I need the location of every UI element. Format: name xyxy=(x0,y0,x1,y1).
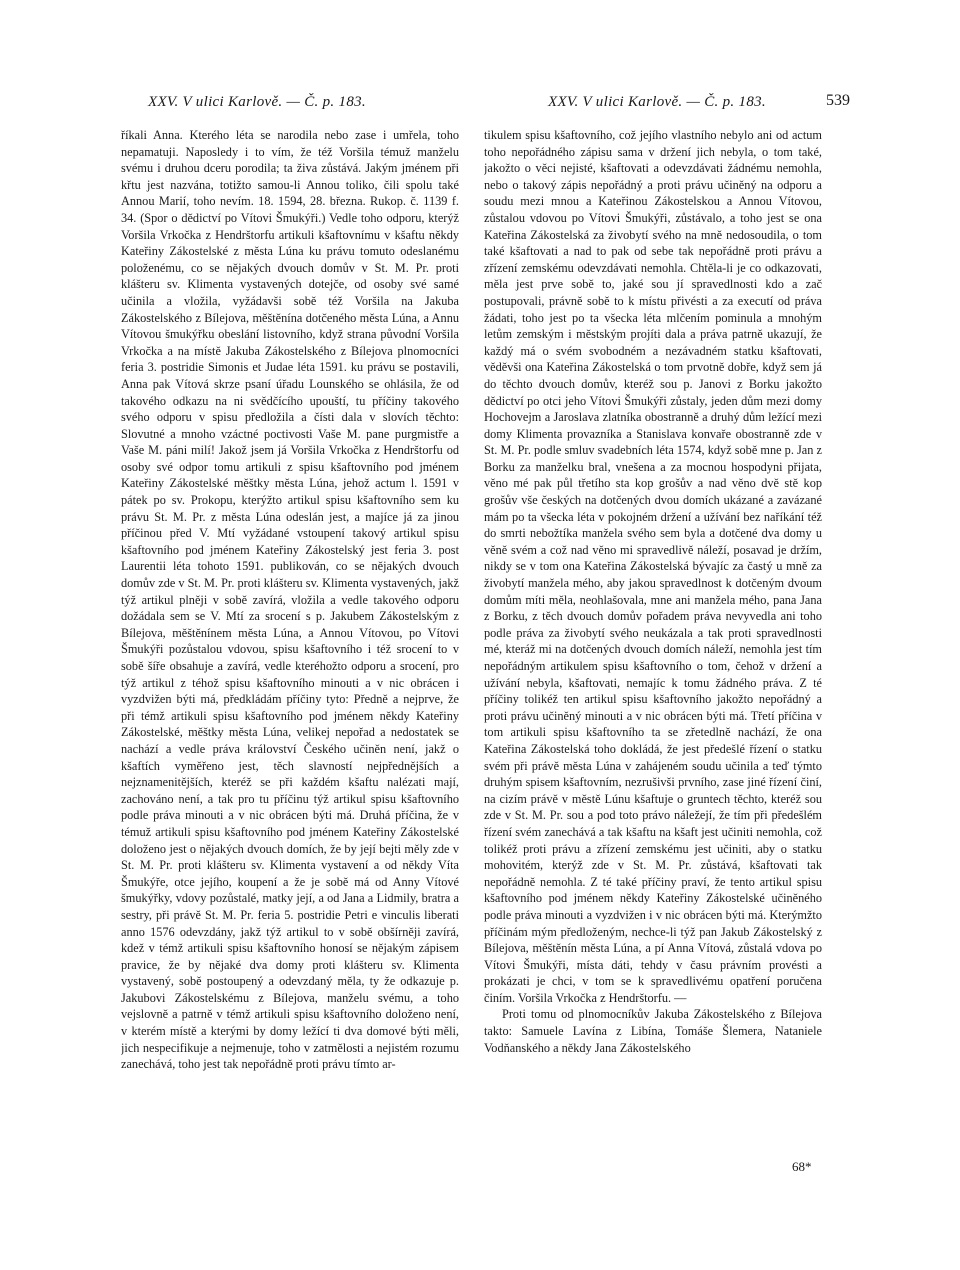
right-paragraph: tikulem spisu kšaftovního, což jejího vlastního nebylo ani od actum toho nepořádného zápisu sama v držení jich nebyla, o tom také, jakožto o věci nejisté, kšaftovati a odevzdávati žádnému nemohla, nebo o takový zápis nepořádný a proti právu učiněný na odporu a soudu mezi mnou a Kateřinou Zákostelskou a Annou Vítovou, zůstalou vdovou po Vítovi Šmukýři, zůstávalo, a toho jest se ona Kateřina Zákostelská za živobytí svého na mně nedosoudila, o tom také kšaftovati a nad to pak od sebe tak nepořádně proti právu a zřízení zemskému odevzdávati nemohla. Chtěla-li je co odkazovati, měla jest prve sobě to, jaké sou jí spravedlnosti kdo a zač postupovali, právně sobě to k místu přivésti a za executí od práva žádati, toho jest po ta všecka léta mlčením pominula a mnohým letům zemským i městským projíti dala a práva patrně ukazují, že každý má o svém svobodném a nezávadném statku kšaftovati, věděvši ona Kateřina Zákostelská o tom prvotně dobře, když sem já do těchto dvouch domův, kteréž sou p. Janovi z Borku jakožto dědictví po otci jeho Vítovi Šmukýři zůstaly, jeden dům mezi domy Hochovejm a Jaroslava zlatníka obostranně a druhý dům ležící mezi domy Klimenta provazníka a Stanislava konvaře obostranně zde v St. M. Pr. podle smluv svadebních léta 1574, když sobě mne p. Jan z Borku za manželku bral, vnešena a za mocnou hospodyni přijata, věno mé pak půl třetího sta kop grošův a nad věno dvě stě kop grošův vše českých na dotčených dvou domích ukázané a zavázané mám po ta všecka léta v pokojném držení a užívání bez naříkání též do smrti nebožtíka manžela svého sem byla a dotčené dva domy u věně svém a což nad věno mi spravedlivě náleží, posavad je držím, nikdy se v tom ona Kateřina Zákostelská bývajíc za častý u mně za živobytí manžela mého, aby jakou spravedlnost k dotčeným dvoum domům míti měla, neohlašovala, mne ani manžela mého, pana Jana z Borku, z těch dvouch domův pořadem práva nevyvedla ani toho podle práva za živobytí svého neukázala a tak proti spravedlnosti mé, kteráž mi na dotčených dvouch domích náleží, nemohla jest tím nepořádným artikulem spisu kšaftovního o tom, čehož v držení a užívání nebyla, kšaftovati, nemajíc k tomu žádného práva. Z té příčiny tolikéž ten artikul spisu kšaftovního jakožto nepořádný a proti právu učiněný minouti a v nic obrácen býti má. Třetí příčina v tom artikuli spisu kšaftovního ta se zřetedlně nachází, že ona Kateřina Zákostelská toho dokládá, že jest předešlé řízení o statku svém při právě města Lúna v zahájeném soudu učinila a teď týmto druhým spisem kšaftovním, nezrušivši prvního, zase jiné řízení činí, na cizím právě v městě Lúnu kšaftuje o gruntech těchto, kteréž sou zde v St. M. Pr. sou a pod toto právo náležejí, že tím při předešlém řízení svém zanechává a tak kšaftu na kšaft jest učiniti nemohla, což tolikéž proti právu a zřízení zemskému jest učiniti, aby o statku mohovitém, kterýž zde v St. M. Pr. zůstává, kšaftovati tak nepořádně nemohla. Z té také příčiny praví, že tento artikul spisu kšaftovního pod jménem někdy Kateřiny Zákostelské učiněného podle práva minouti a vyzdvižen i v nic obrácen býti má. Kterýmžto příčinám mým předloženým, nechce-li týž pan Jakub Zákostelský z Bílejova, měštěnín města Lúna, a pí Anna Vítová, zůstalá vdova po Vítovi Šmukýři, místa dáti, tehdy v času právním provésti a prokázati je chci, v tom se k spravedlivému opatření poručena činím. Voršila Vrkočka z Hendrštorfu. — xyxy=(484,128,822,1005)
right-paragraph-2: Proti tomu od plnomocníkův Jakuba Zákostelského z Bílejova takto: Samuele Lavína z Libína, Tomáše Šlemera, Nataniele Vodňanského a někdy Jana Zákostelského xyxy=(484,1007,822,1055)
page-number: 539 xyxy=(826,92,850,109)
right-text-column xyxy=(484,127,822,1187)
printer-signature-mark: 68* xyxy=(792,1159,812,1174)
running-header-left: XXV. V ulici Karlově. — Č. p. 183. xyxy=(148,94,366,110)
running-header-right: XXV. V ulici Karlově. — Č. p. 183. xyxy=(548,94,766,110)
left-text-column xyxy=(121,127,459,1177)
left-paragraph: říkali Anna. Kterého léta se narodila nebo zase i umřela, toho nepamatuji. Naposledy i to vím, že též Voršila témuž manželu svému i druhou dceru porodila; ta živa zůstává. Jakým jménem při křtu jest nazvána, totižto samou-li Annou toliko, čili spolu také Annou Marií, toho nevím. 18. 1594, 28. března. Rukop. č. 1139 f. 34. (Spor o dědictví po Vítovi Šmukýři.) Vedle toho odporu, kterýž Voršila Vrkočka z Hendrštorfu artikuli kšaftovnímu v kšaftu někdy Kateřiny Zákostelské z města Lúna ku právu tomuto odeslanému položenému, co se nějakých dvouch domův v St. M. Pr. proti klášteru sv. Klimenta vystavených dotejče, od osoby své samé učinila a vložila, vyžádavši sobě též Voršila na Jakuba Zákostelského z Bílejova, měštěnína dotčeného města Lúna, a Annu Vítovou šmukýřku obeslání listovního, když strana původní Voršila Vrkočka a na místě Jakuba Zákostelského z Bílejova plnomocníci feria 3. postridie Simonis et Judae léta 1591. ku právu se postavili, Anna pak Vítová skrze psaní úřadu Lounského se ohlásila, že od takového odkazu na ni svědčícího upouští, tu příčiny takového svého odporu v spisu předložila a čísti dala v slovích těchto: Slovutné a mnoho vzáctné poctivosti Vaše M. pane purgmistře a Vaše M. páni milí! Jakož jsem já Voršila Vrkočka z Hendrštorfu od osoby své odpor tomu artikuli z spisu kšaftovního pod jménem Kateřiny Zákostelské měštky města Lúna, jehož actum l. 1591 v pátek po sv. Prokopu, kterýžto artikul spisu kšaftovního sem ku právu St. M. Pr. z města Lúna odeslán jest, a majíce já za jinou příčinou před V. Mtí vyžádané vstoupení takový artikul spisu kšaftovního pod jménem Kateřiny Zákostelský jest feria 3. post Laurentii léta tohoto 1591. publikován, co se nějakých dvouch domův zde v St. M. Pr. proti klášteru sv. Klimenta vystavených, jakž týž artikul plněji v sobě zavírá, vložila a vedle takového odporu dožádala sem se V. Mtí za srocení s p. Jakubem Zákostelským z Bílejova, měštěnínem města Lúna, a Annou Vítovou, po Vítovi Šmukýři pozůstalou vdovou, spisu kšaftovního i též srocení to v sobě šíře obsahuje a zavírá, vedle kteréhožto odporu a srocení, pro týž artikul z téhož spisu kšaftovního minouti a v nic obrácen i vyzdvižen býti má, předkládám příčiny tyto: Předně a nejprve, že při témž artikuli spisu kšaftovního pod jménem někdy Kateřiny Zákostelské, měštky města Lúna, velikej nepořad a nedostatek se nachází a vedle práva království Českého učiněn není, jakž o kšaftích vyměřeno jest, těch slavností nejpřednějších a nejznamenitějších, kteréž se při každém kšaftu nalézati mají, zachováno není, a tak pro tu příčinu týž artikul spisu kšaftovního podle práva minouti a v nic obrácen býti má. Druhá příčina, že v témuž artikuli spisu kšaftovního pod jménem Kateřiny Zákostelské doloženo jest o nějakých dvouch domích, že by její bejti měly zde v St. M. Pr. proti klášteru sv. Klimenta vystavení a od někdy Víta Šmukýře, otce jejího, koupení a že je sobě má od Anny Vítové šmukýřky, vdovy pozůstalé, matky její, a od Jana a Lidmily, bratra a sestry, při právě St. M. Pr. feria 5. postridie Petri e vinculis liberati anno 1576 odevzdány, jakž týž artikul to v sobě obšírněji zavírá, kdež v témž artikuli spisu kšaftovního honosí se nějakým zápisem pravice, že by nějaké dva domy proti klášteru sv. Klimenta vystavený, sobě postoupený a odevzdaný měla, ty že odkazuje p. Jakubovi Zákostelskému z Bílejova, manželu svému, a toho vejslovně a patrně v témž artikuli spisu kšaftovního doloženo není, v kterém místě a kterými by domy ležící ti dva domové býti měli, jich nespecifikuje a nejmenuje, toho v zatmělosti a nejistém rozumu zanechává, toho jest tak nepořádně proti právu tímto ar- xyxy=(121,128,459,1072)
